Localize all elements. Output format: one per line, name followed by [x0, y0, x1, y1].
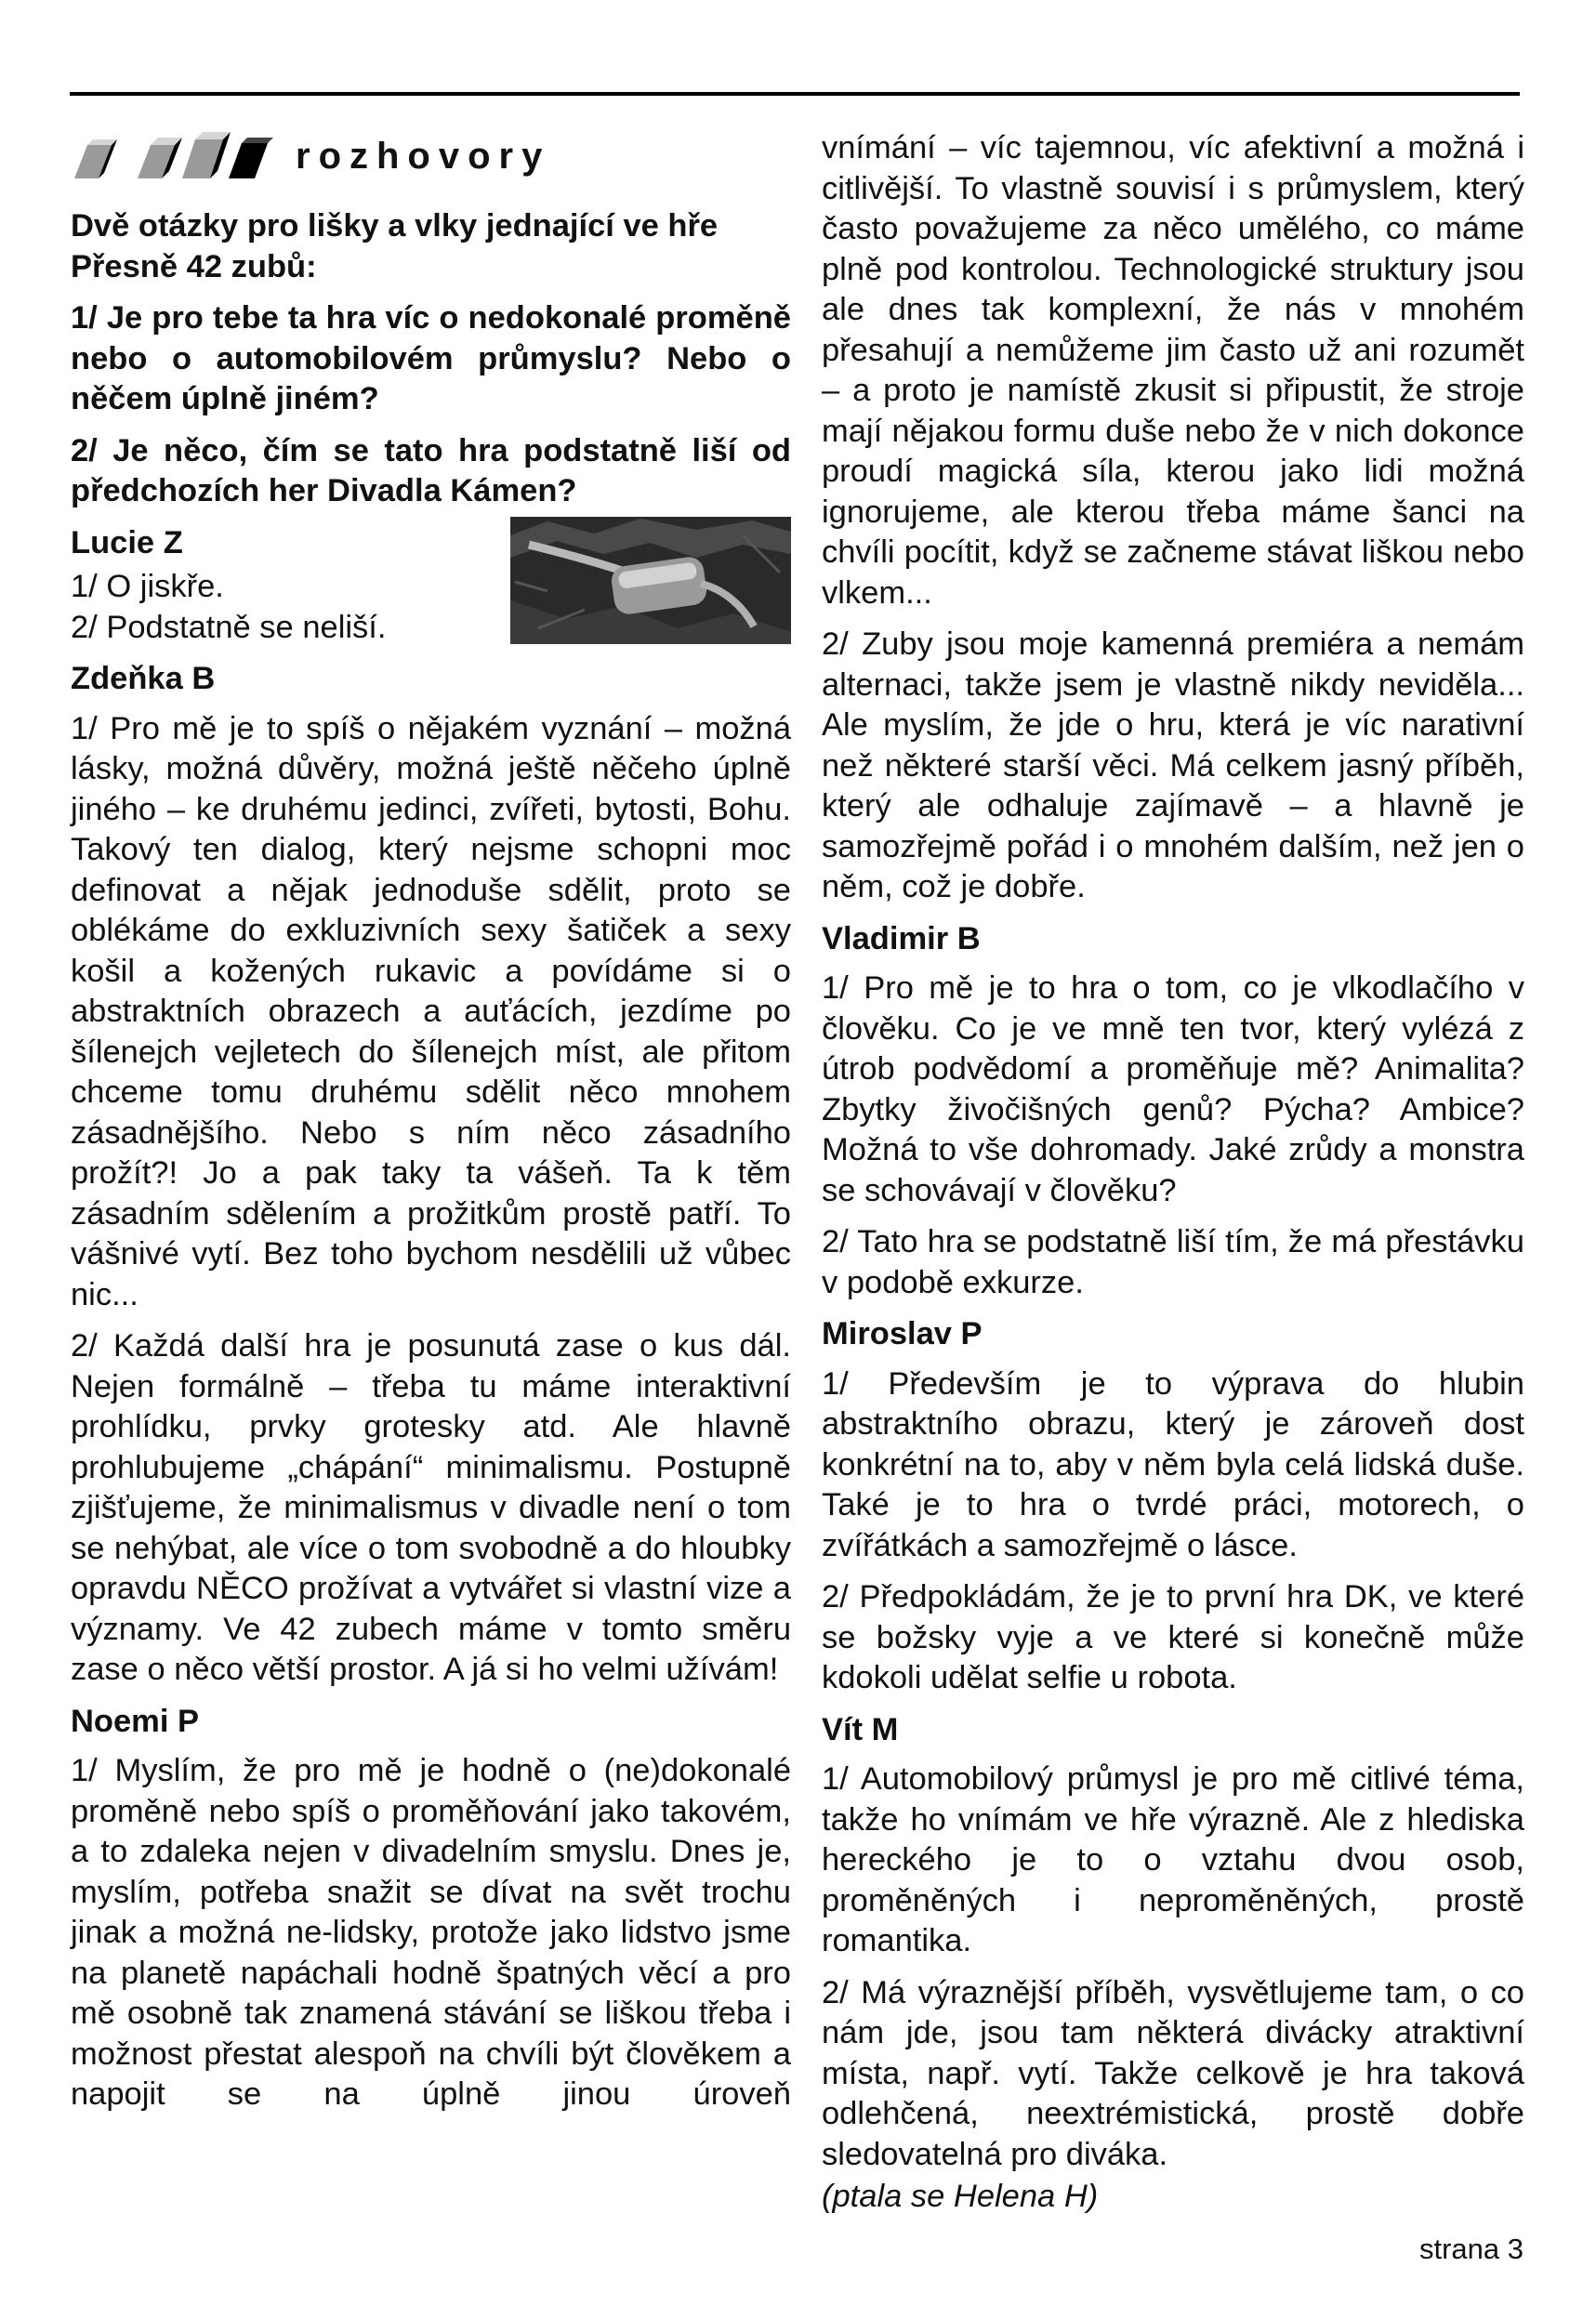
exhaust-muffler-photo — [510, 517, 791, 644]
respondent-name: Vladimir B — [822, 920, 981, 956]
answer-1: 1/ O jiskře. — [71, 569, 224, 604]
stacked-blocks-icon — [71, 130, 284, 182]
right-column — [822, 128, 1524, 2229]
answer-vit — [822, 1710, 1524, 2176]
answer-vladimir — [822, 919, 1524, 1304]
answer-2: 2/ Předpokládám, že je to první hra DK, ve které se božsky vyje a ve které si konečně může kdokoli udělat selfie u robota. — [822, 1579, 1524, 1695]
answer-2: 2/ Zuby jsou moje kamenná premiéra a nemám alternaci, takže jsem je vlastně nikdy neviděla... Ale myslím, že jde o hru, která je víc narativní než některé starší věci. Má celkem jasný příběh, který ale odhaluje zajímavě – a hlavně je samozřejmě pořád i o mnohém dalším, než jen o něm, což je dobře. — [822, 626, 1524, 904]
answer-1-part-2: vnímání – víc tajemnou, víc afektivní a možná i citlivější. To vlastně souvisí i s průmyslem, který často považujeme za něco umělého, co máme plně pod kontrolou. Technologické struktury jsou ale dnes tak komplexní, že nás v mnohém přesahují a nemůžeme jim často už ani rozumět – a proto je namístě zkusit si připustit, že stroje mají nějakou formu duše nebo že v nich dokonce proudí magická síla, kterou jako lidi možná ignorujeme, ale kterou třeba máme šanci na chvíli pocítit, když se začneme stávat liškou nebo vlkem... — [822, 130, 1524, 611]
answer-lucie — [71, 523, 791, 649]
answer-2: 2/ Podstatně se neliší. — [71, 609, 387, 645]
page-number: strana 3 — [1418, 2233, 1523, 2265]
section-title: rozhovory — [296, 135, 551, 177]
answer-2: 2/ Tato hra se podstatně liší tím, že má přestávku v podobě exkurze. — [822, 1224, 1524, 1300]
answer-1-part-1: 1/ Myslím, že pro mě je hodně o (ne)dokonalé proměně nebo spíš o proměňování jako takovém, a to zdaleka nejen v divadelním smyslu. Dnes je, myslím, potřeba snažit se dívat na svět trochu jinak a možná ne-lidsky, protože jako lidstvo jsme na planetě napáchali hodně špatných věcí a pro mě osobně tak znamená stávání se liškou třeba i možnost přestat alespoň na chvíli být člověkem a napojit se na úplně jinou úroveň — [71, 1753, 791, 2112]
respondent-name: Miroslav P — [822, 1316, 983, 1351]
answer-1: 1/ Pro mě je to spíš o nějakém vyznání – možná lásky, možná důvěry, možná ještě něčeho úplně jiného – ke druhému jedinci, zvířeti, bytosti, Bohu. Takový ten dialog, který nejsme schopni moc definovat a nějak jednoduše sdělit, proto se oblékáme do exkluzivních sexy šatiček a sexy košil a kožených rukavic a povídáme si o abstraktních obrazech a auťácích, jezdíme po šílenejch vejletech do šílenejch míst, ale přitom chceme tomu druhému sdělit něco mnohem zásadnějšího. Nebo s ním něco zásadního prožít?! Jo a pak taky ta vášeň. Ta k těm zásadním sdělením a prožitkům prostě patří. To vášnivé vytí. Bez toho bychom nesdělili už vůbec nic... — [71, 710, 791, 1312]
answer-1: 1/ Pro mě je to hra o tom, co je vlkodlačího v člověku. Co je ve mně ten tvor, který vylézá z útrob podvědomí a proměňuje mě? Animalita? Zbytky živočišných genů? Pýcha? Ambice? Možná to vše dohromady. Jaké zrůdy a monstra se schovávají v člověku? — [822, 970, 1524, 1208]
respondent-name: Vít M — [822, 1711, 899, 1747]
answer-1: 1/ Automobilový průmysl je pro mě citlivé téma, takže ho vnímám ve hře výrazně. Ale z hlediska hereckého je to o vztahu dvou osob, proměněných i neproměněných, prostě romantika. — [822, 1761, 1524, 1958]
question-2: 2/ Je něco, čím se tato hra podstatně liší od předchozích her Divadla Kámen? — [71, 432, 791, 508]
intro-title: Dvě otázky pro lišky a vlky jednající ve hře Přesně 42 zubů: — [71, 208, 719, 284]
answer-1: 1/ Především je to výprava do hlubin abstraktního obrazu, který je zároveň dost konkrétní na to, aby v něm byla celá lidská duše. Také je to hra o tvrdé práci, motorech, o zvířátkách a samozřejmě o lásce. — [822, 1365, 1524, 1563]
answer-miroslav — [822, 1314, 1524, 1699]
section-header — [71, 130, 791, 182]
respondent-name: Lucie Z — [71, 524, 183, 560]
interviewer-signature: (ptala se Helena H) — [822, 2179, 1099, 2214]
question-1: 1/ Je pro tebe ta hra víc o nedokonalé proměně nebo o automobilovém průmyslu? Nebo o něčem úplně jiném? — [71, 300, 791, 416]
respondent-name: Zdeňka B — [71, 661, 216, 696]
answer-zdenka — [71, 659, 791, 1691]
top-rule — [70, 92, 1520, 96]
answer-2: 2/ Každá další hra je posunutá zase o kus dál. Nejen formálně – třeba tu máme interaktivní prohlídku, prvky grotesky atd. Ale hlavně prohlubujeme „chápání“ minimalismu. Postupně zjišťujeme, že minimalismus v divadle není o tom se nehýbat, ale více o tom svobodně a do hloubky opravdu NĚCO prožívat a vytvářet si vlastní vize a významy. Ve 42 zubech máme v tomto směru zase o něco větší prostor. A já si ho velmi užívám! — [71, 1328, 791, 1687]
answer-noemi — [71, 1702, 791, 2115]
answer-2: 2/ Má výraznější příběh, vysvětlujeme tam, o co nám jde, jsou tam některá divácky atraktivní místa, např. vytí. Takže celkově je hra taková odlehčená, neextrémistická, prostě dobře sledovatelná pro diváka. — [822, 1974, 1524, 2172]
respondent-name: Noemi P — [71, 1703, 200, 1739]
left-column — [71, 130, 791, 2127]
